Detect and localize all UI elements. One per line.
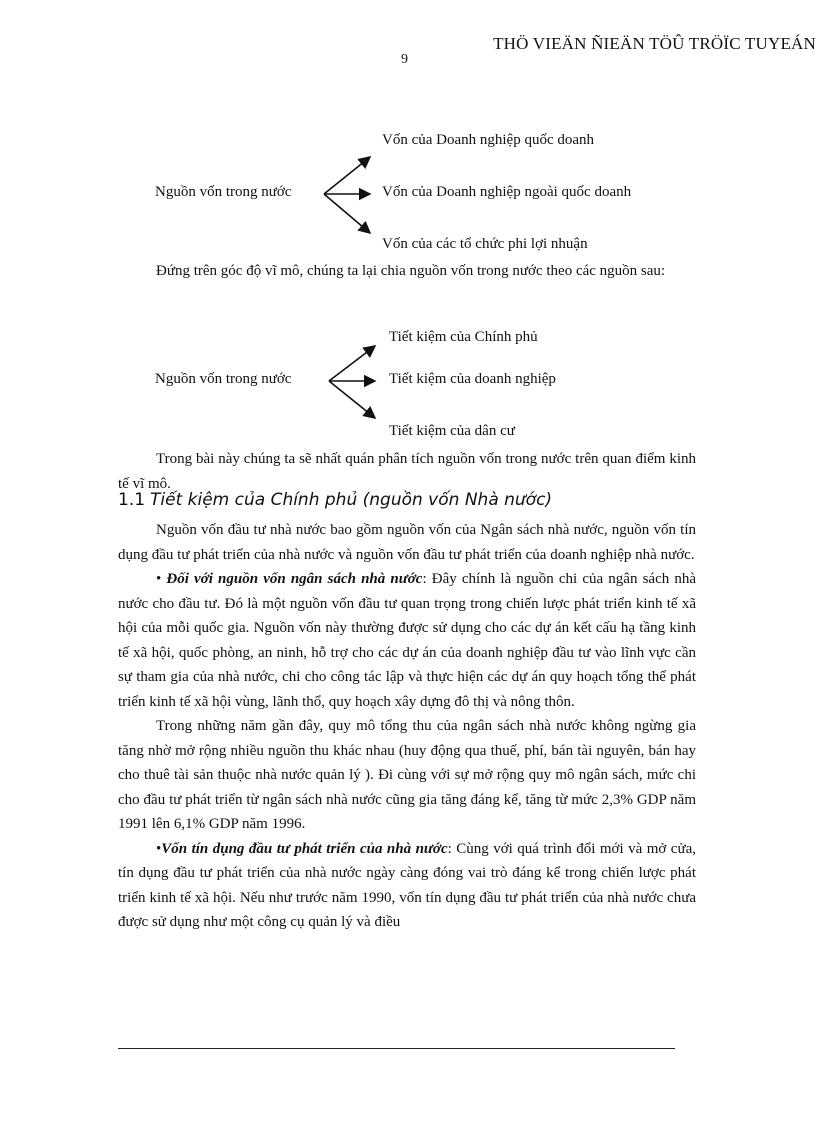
budget-bullet-text: : Đây chính là nguồn chi của ngân sách nhà nước cho đầu tư. Đó là một nguồn vốn đầu tư quan trọng trong chiến lược phát triển kinh tế xã hội của mỗi quốc gia. Nguồn vốn này thường được sử dụng cho các dự án kết cấu hạ tầng kinh tế xã hội, quốc phòng, an ninh, hỗ trợ cho các dự án của doanh nghiệp đầu tư vào lĩnh vực cần sự tham gia của nhà nước, chi cho công tác lập và thực hiện các dự án quy hoạch tổng thể phát triển kinh tế xã hội vùng, lãnh thổ, quy hoạch xây dựng đô thị và nông thôn. [118, 571, 697, 710]
section-heading [118, 490, 552, 510]
budget-bullet-label: Đối với nguồn vốn ngân sách nhà nước [166, 571, 423, 587]
credit-bullet-text: : Cùng với quá trình đổi mới và mở cửa, tín dụng đầu tư phát triển của nhà nước ngày càng đóng vai trò đáng kể trong chiến lược phát triển kinh tế xã hội. Nếu như trước năm 1990, vốn tín dụng đầu tư phát triển của nhà nước chưa được sử dụng như một công cụ quản lý và điều [118, 840, 696, 930]
section-number: 1.1 [118, 490, 146, 510]
diagram2-target-3: Tiết kiệm của dân cư [389, 423, 515, 439]
bullet-marker: • [156, 571, 162, 587]
bullet-marker: • [156, 840, 162, 857]
budget-bullet-paragraph [118, 567, 696, 714]
state-capital-paragraph: Nguồn vốn đầu tư nhà nước bao gồm nguồn vốn của Ngân sách nhà nước, nguồn vốn tín dụng đầu tư phát triển của nhà nước và nguồn vốn đầu tư phát triển của doanh nghiệp nhà nước. [118, 522, 696, 563]
diagram2-target-1: Tiết kiệm của Chính phủ [389, 329, 538, 345]
arrow-up [329, 346, 375, 381]
page-number: 9 [401, 52, 408, 67]
arrow-down [329, 381, 375, 418]
recent-years-paragraph: Trong những năm gần đây, quy mô tổng thu của ngân sách nhà nước không ngừng gia tăng nhờ mở rộng nhiều nguồn thu khác nhau (huy động qua thuế, phí, bán tài nguyên, bán hay cho thuê tài sản thuộc nhà nước quản lý ). Đi cùng với sự mở rộng quy mô ngân sách, mức chi cho đầu tư phát triển từ ngân sách nhà nước cũng gia tăng đáng kể, tăng từ mức 2,3% GDP năm 1991 lên 6,1% GDP năm 1996. [118, 718, 696, 832]
credit-bullet-paragraph [118, 837, 696, 935]
diagram1-arrows [320, 145, 380, 245]
consistency-paragraph-text: Trong bài này chúng ta sẽ nhất quán phân tích nguồn vốn trong nước trên quan điểm kinh tế vĩ mô. [118, 451, 696, 492]
intro-paragraph-text: Đứng trên góc độ vĩ mô, chúng ta lại chia nguồn vốn trong nước theo các nguồn sau: [156, 263, 666, 279]
diagram1-source: Nguồn vốn trong nước [155, 184, 292, 200]
diagram1-target-2: Vốn của Doanh nghiệp ngoài quốc doanh [382, 184, 632, 200]
diagram2-source: Nguồn vốn trong nước [155, 371, 292, 387]
consistency-paragraph [118, 447, 696, 496]
footer-rule [118, 1048, 675, 1049]
arrow-down [324, 194, 370, 233]
intro-paragraph [118, 259, 696, 284]
diagram1-target-1: Vốn của Doanh nghiệp quốc doanh [382, 132, 595, 148]
diagram2-target-2: Tiết kiệm của doanh nghiệp [389, 371, 556, 387]
diagram2-arrows [325, 334, 385, 430]
arrow-up [324, 157, 370, 194]
body-content [118, 518, 696, 935]
diagram1-target-3: Vốn của các tổ chức phi lợi nhuận [382, 236, 588, 252]
header-title: THÖ VIEÄN ÑIEÄN TÖÛ TRÖÏC TUYEÁN [493, 34, 816, 53]
section-title: Tiết kiệm của Chính phủ (nguồn vốn Nhà nước) [150, 490, 553, 510]
credit-bullet-label: Vốn tín dụng đầu tư phát triển của nhà nước [161, 840, 448, 857]
